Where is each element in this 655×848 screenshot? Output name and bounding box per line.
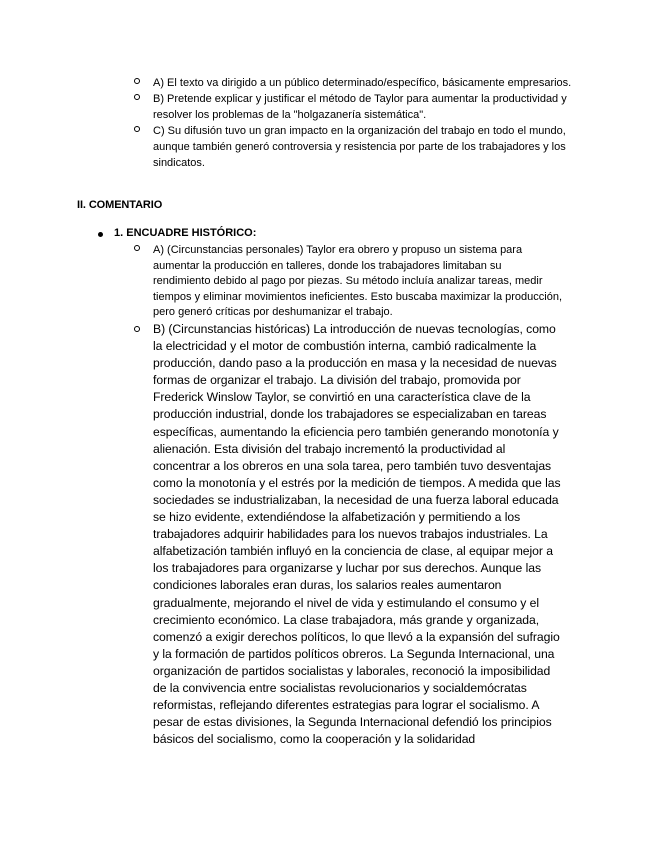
hollow-bullet-icon <box>134 78 140 84</box>
filled-bullet-icon <box>98 232 103 237</box>
historic-circumstances-list <box>132 321 562 748</box>
hollow-bullet-icon <box>134 326 140 332</box>
list-item <box>132 124 572 172</box>
hollow-bullet-icon <box>134 126 140 132</box>
list-item <box>132 92 572 124</box>
list-item-text: A) El texto va dirigido a un público determinado/específico, básicamente empresarios. <box>153 77 572 89</box>
list-item-text: C) Su difusión tuvo un gran impacto en la organización del trabajo en todo el mundo, aunque también generó controversia y resistencia por parte de los trabajadores y los sindicatos. <box>153 124 566 169</box>
personal-circumstances-list <box>132 243 562 321</box>
personal-circumstances-text: A) (Circunstancias personales) Taylor era obrero y propuso un sistema para aumentar la producción en talleres, donde los trabajadores limitaban su rendimiento debido al pago por piezas. Su método incluía analizar tareas, medir tiempos y eliminar movimientos ineficientes. Esto buscaba maximizar la producción, pero generó críticas por deshumanizar el trabajo. <box>153 244 563 319</box>
list-item <box>132 76 572 92</box>
encuadre-title: 1. ENCUADRE HISTÓRICO: <box>114 227 257 239</box>
hollow-bullet-icon <box>134 94 140 100</box>
list-item <box>132 243 562 321</box>
intro-points-list <box>132 76 572 171</box>
section-heading: II. COMENTARIO <box>77 199 163 211</box>
list-item-text: B) Pretende explicar y justificar el método de Taylor para aumentar la productividad y resolver los problemas de la "holgazanería sistemática". <box>153 92 567 121</box>
hollow-bullet-icon <box>134 245 140 251</box>
list-item <box>132 321 562 748</box>
historic-circumstances-text: B) (Circunstancias históricas) La introducción de nuevas tecnologías, como la electricidad y el motor de combustión interna, cambió radicalmente la producción, dando paso a la producción en masa y la necesidad de nuevas formas de organizar el trabajo. La división del trabajo, promovida por Frederick Winslow Taylor, se convirtió en una característica clave de la producción industrial, donde los trabajadores se especializaban en tareas específicas, aumentando la eficiencia pero también generando monotonía y alienación. Esta división del trabajo incrementó la productividad al concentrar a los obreros en una sola tarea, pero también tuvo desventajas como la monotonía y el estrés por la medición de tiempos. A medida que las sociedades se industrializaban, la necesidad de una fuerza laboral educada se hizo evidente, extendiéndose la alfabetización y permitiendo a los trabajadores adquirir habilidades para los nuevos trabajos industriales. La alfabetización también influyó en la conciencia de clase, al equipar mejor a los trabajadores para organizarse y luchar por sus derechos. Aunque las condiciones laborales eran duras, los salarios reales aumentaron gradualmente, mejorando el nivel de vida y estimulando el consumo y el crecimiento económico. La clase trabajadora, más grande y organizada, comenzó a exigir derechos políticos, lo que llevó a la expansión del sufragio y la formación de partidos políticos obreros. La Segunda Internacional, una organización de partidos socialistas y laborales, reconoció la imposibilidad de la convivencia entre socialistas revolucionarios y socialdemócratas reformistas, reflejando diferentes estrategias para lograr el socialismo. A pesar de estas divisiones, la Segunda Internacional defendió los principios básicos del socialismo, como la cooperación y la solidaridad <box>153 322 561 747</box>
